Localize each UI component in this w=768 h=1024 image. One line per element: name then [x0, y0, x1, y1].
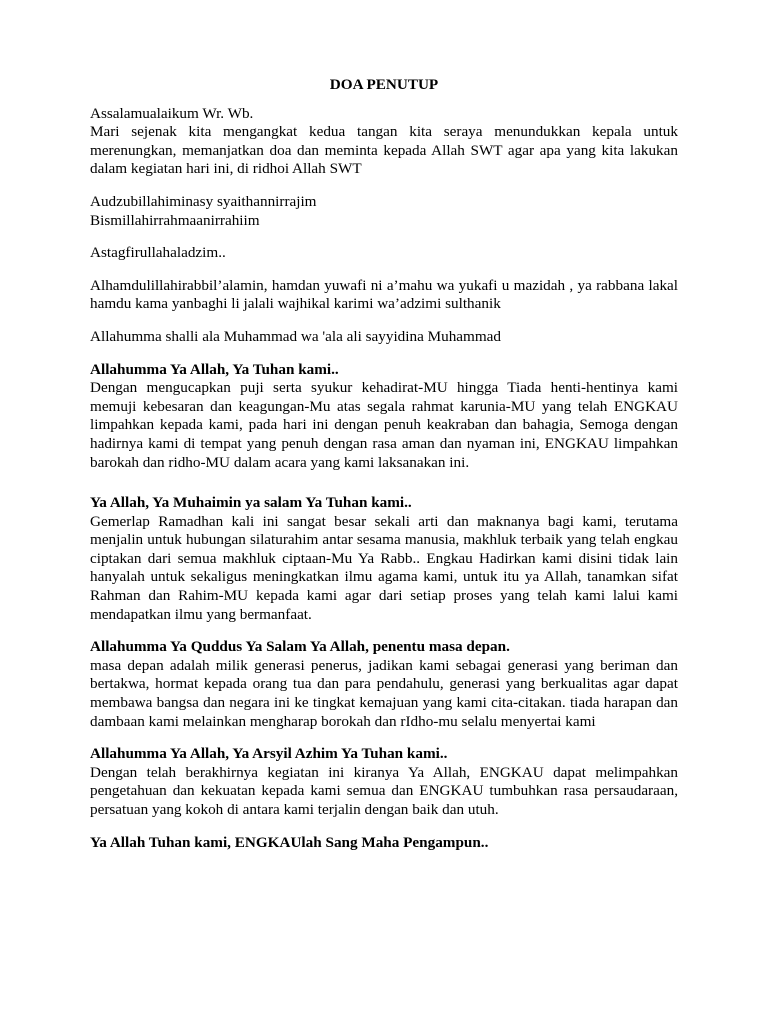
greeting-block	[90, 105, 678, 179]
shalawat-line: Allahumma shalli ala Muhammad wa 'ala ali sayyidina Muhammad	[90, 327, 502, 345]
prayer-paragraph-3: masa depan adalah milik generasi penerus, jadikan kami sebagai generasi yang beriman dan bertakwa, hormat kepada orang tua dan para pendahulu, generasi yang berkualitas agar dapat membawa bangsa dan negara ini ke tingkat kemajuan yang kami cita-citakan. tiada harapan dan dambaan kami melainkan mengharap borokah dan rIdho-mu selalu menyertai kami	[90, 656, 678, 730]
istighfar-block	[90, 244, 678, 263]
opening-paragraph: Mari sejenak kita mengangkat kedua tangan kita seraya menundukkan kepala untuk merenungkan, memanjatkan doa dan meminta kepada Allah SWT agar apa yang kita lakukan dalam kegiatan hari ini, di ridhoi Allah SWT	[90, 123, 678, 178]
prayer-heading-4: Allahumma Ya Allah, Ya Arsyil Azhim Ya Tuhan kami..	[90, 745, 448, 763]
shalawat-block	[90, 328, 678, 347]
prayer-paragraph-2: Gemerlap Ramadhan kali ini sangat besar sekali arti dan maknanya bagi kami, terutama menjalin untuk hubungan silaturahim antar sesama manusia, makhluk terbaik yang telah engkau ciptakan dari semua makhluk ciptaan-Mu Ya Rabb.. Engkau Hadirkan kami disini tidak lain hanyalah untuk sekaligus meningkatkan ilmu agama kami, untuk itu ya Allah, tanamkan sifat Rahman dan Rahim-MU kepada kami agar dari setiap proses yang telah kami lalui kami mendapatkan ilmu yang bermanfaat.	[90, 512, 678, 623]
document-title: DOA PENUTUP	[329, 76, 439, 93]
hamdalah-paragraph: Alhamdulillahirabbil’alamin, hamdan yuwafi ni a’mahu wa yukafi u mazidah , ya rabbana lakal hamdu kama yanbaghi li jalali wajhikal karimi wa’adzimi sulthanik	[90, 276, 678, 313]
prayer-section-2	[90, 494, 678, 624]
prayer-heading-2: Ya Allah, Ya Muhaimin ya salam Ya Tuhan kami..	[90, 494, 412, 512]
prayer-paragraph-4: Dengan telah berakhirnya kegiatan ini kiranya Ya Allah, ENGKAU dapat melimpahkan pengetahuan dan kekuatan kepada kami semua dan ENGKAU tumbuhkan rasa persaudaraan, persatuan yang kokoh di antara kami terjalin dengan baik dan utuh.	[90, 763, 678, 818]
prayer-heading-5: Ya Allah Tuhan kami, ENGKAUlah Sang Maha Pengampun..	[90, 833, 489, 851]
prayer-paragraph-1: Dengan mengucapkan puji serta syukur kehadirat-MU hingga Tiada henti-hentinya kami memuji kebesaran dan keagungan-Mu atas segala rahmat karunia-MU yang telah ENGKAU limpahkan kepada kami, pada hari ini dengan penuh keakraban dan bahagia, Semoga dengan hadirnya kami di tempat yang penuh dengan rasa aman dan nyaman ini, ENGKAU limpahkan barokah dan ridho-MU dalam acara yang kami laksanakan ini.	[90, 379, 678, 471]
taawudz-block	[90, 193, 678, 230]
basmalah-line: Bismillahirrahmaanirrahiim	[90, 211, 260, 229]
prayer-heading-1: Allahumma Ya Allah, Ya Tuhan kami..	[90, 360, 339, 378]
prayer-section-4	[90, 745, 678, 819]
prayer-section-5	[90, 834, 678, 853]
taawudz-line: Audzubillahiminasy syaithannirrajim	[90, 192, 317, 210]
prayer-section-3	[90, 638, 678, 731]
hamdalah-block	[90, 277, 678, 314]
prayer-heading-3: Allahumma Ya Quddus Ya Salam Ya Allah, penentu masa depan.	[90, 638, 510, 656]
prayer-section-1	[90, 361, 678, 473]
greeting-line: Assalamualaikum Wr. Wb.	[90, 104, 254, 122]
istighfar-line: Astagfirullahaladzim..	[90, 244, 226, 262]
